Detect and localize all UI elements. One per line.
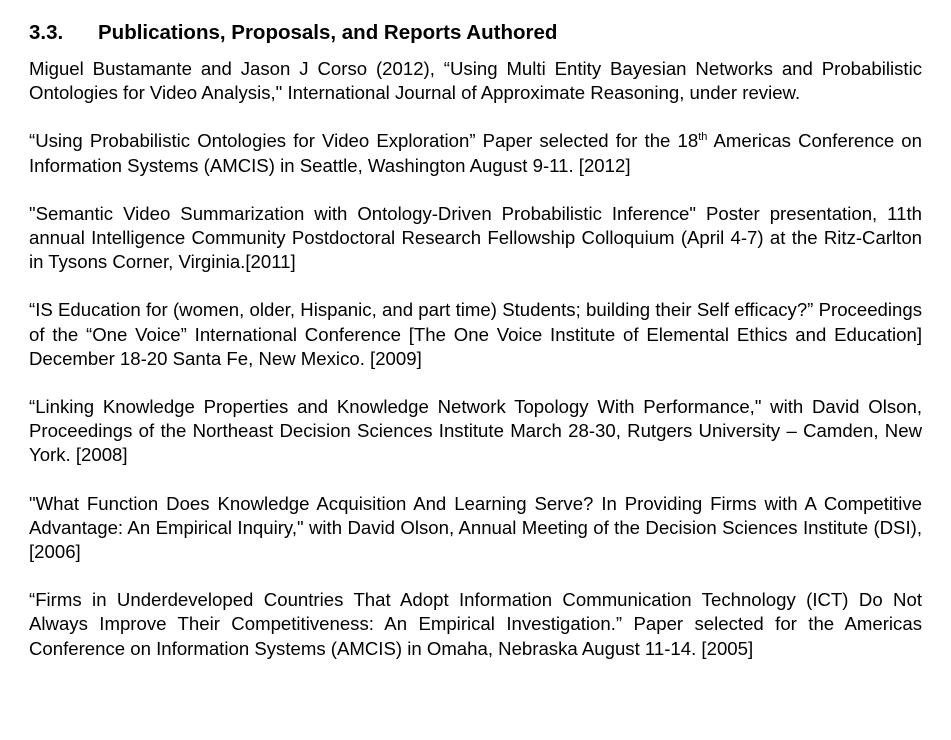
publication-entry: "Semantic Video Summarization with Ontology-Driven Probabilistic Inference" Poster presentation, 11th annual Intelligence Community Postdoctoral Research Fellowship Colloquium (April 4-7) at the Ritz-Carlton in Tysons Corner, Virginia.[2011] xyxy=(29,202,922,273)
section-number: 3.3. xyxy=(29,21,64,44)
publication-text: “Using Probabilistic Ontologies for Video Exploration” Paper selected for the 18 xyxy=(29,130,699,152)
publication-entry: “Linking Knowledge Properties and Knowledge Network Topology With Performance," with David Olson, Proceedings of the Northeast Decision Sciences Institute March 28-30, Rutgers University – Camden, New York. [2008] xyxy=(29,396,922,466)
publication-entry: “IS Education for (women, older, Hispanic, and part time) Students; building their Self efficacy?” Proceedings of the “One Voice” International Conference [The One Voice Institute of Elemental Ethics and Education] December 18-20 Santa Fe, New Mexico. [2009] xyxy=(29,299,922,369)
ordinal-suffix: th xyxy=(698,131,708,144)
publication-entry xyxy=(29,129,922,177)
publication-entry: "What Function Does Knowledge Acquisition And Learning Serve? In Providing Firms with A Competitive Advantage: An Empirical Inquiry," with David Olson, Annual Meeting of the Decision Sciences Institute (DSI), [2006] xyxy=(29,492,922,563)
document-page xyxy=(29,18,922,685)
section-title: Publications, Proposals, and Reports Authored xyxy=(98,21,558,44)
section-heading xyxy=(29,18,922,48)
publication-entry: Miguel Bustamante and Jason J Corso (2012), “Using Multi Entity Bayesian Networks and Probabilistic Ontologies for Video Analysis," International Journal of Approximate Reasoning, under review. xyxy=(29,58,922,104)
publication-text: Americas Conference on Information Systems (AMCIS) in Seattle, Washington August 9-11. [2012] xyxy=(29,130,922,176)
publication-entry: “Firms in Underdeveloped Countries That Adopt Information Communication Technology (ICT) Do Not Always Improve Their Competitiveness: An Empirical Investigation.” Paper selected for the Americas Conference on Information Systems (AMCIS) in Omaha, Nebraska August 11-14. [2005] xyxy=(29,589,922,659)
